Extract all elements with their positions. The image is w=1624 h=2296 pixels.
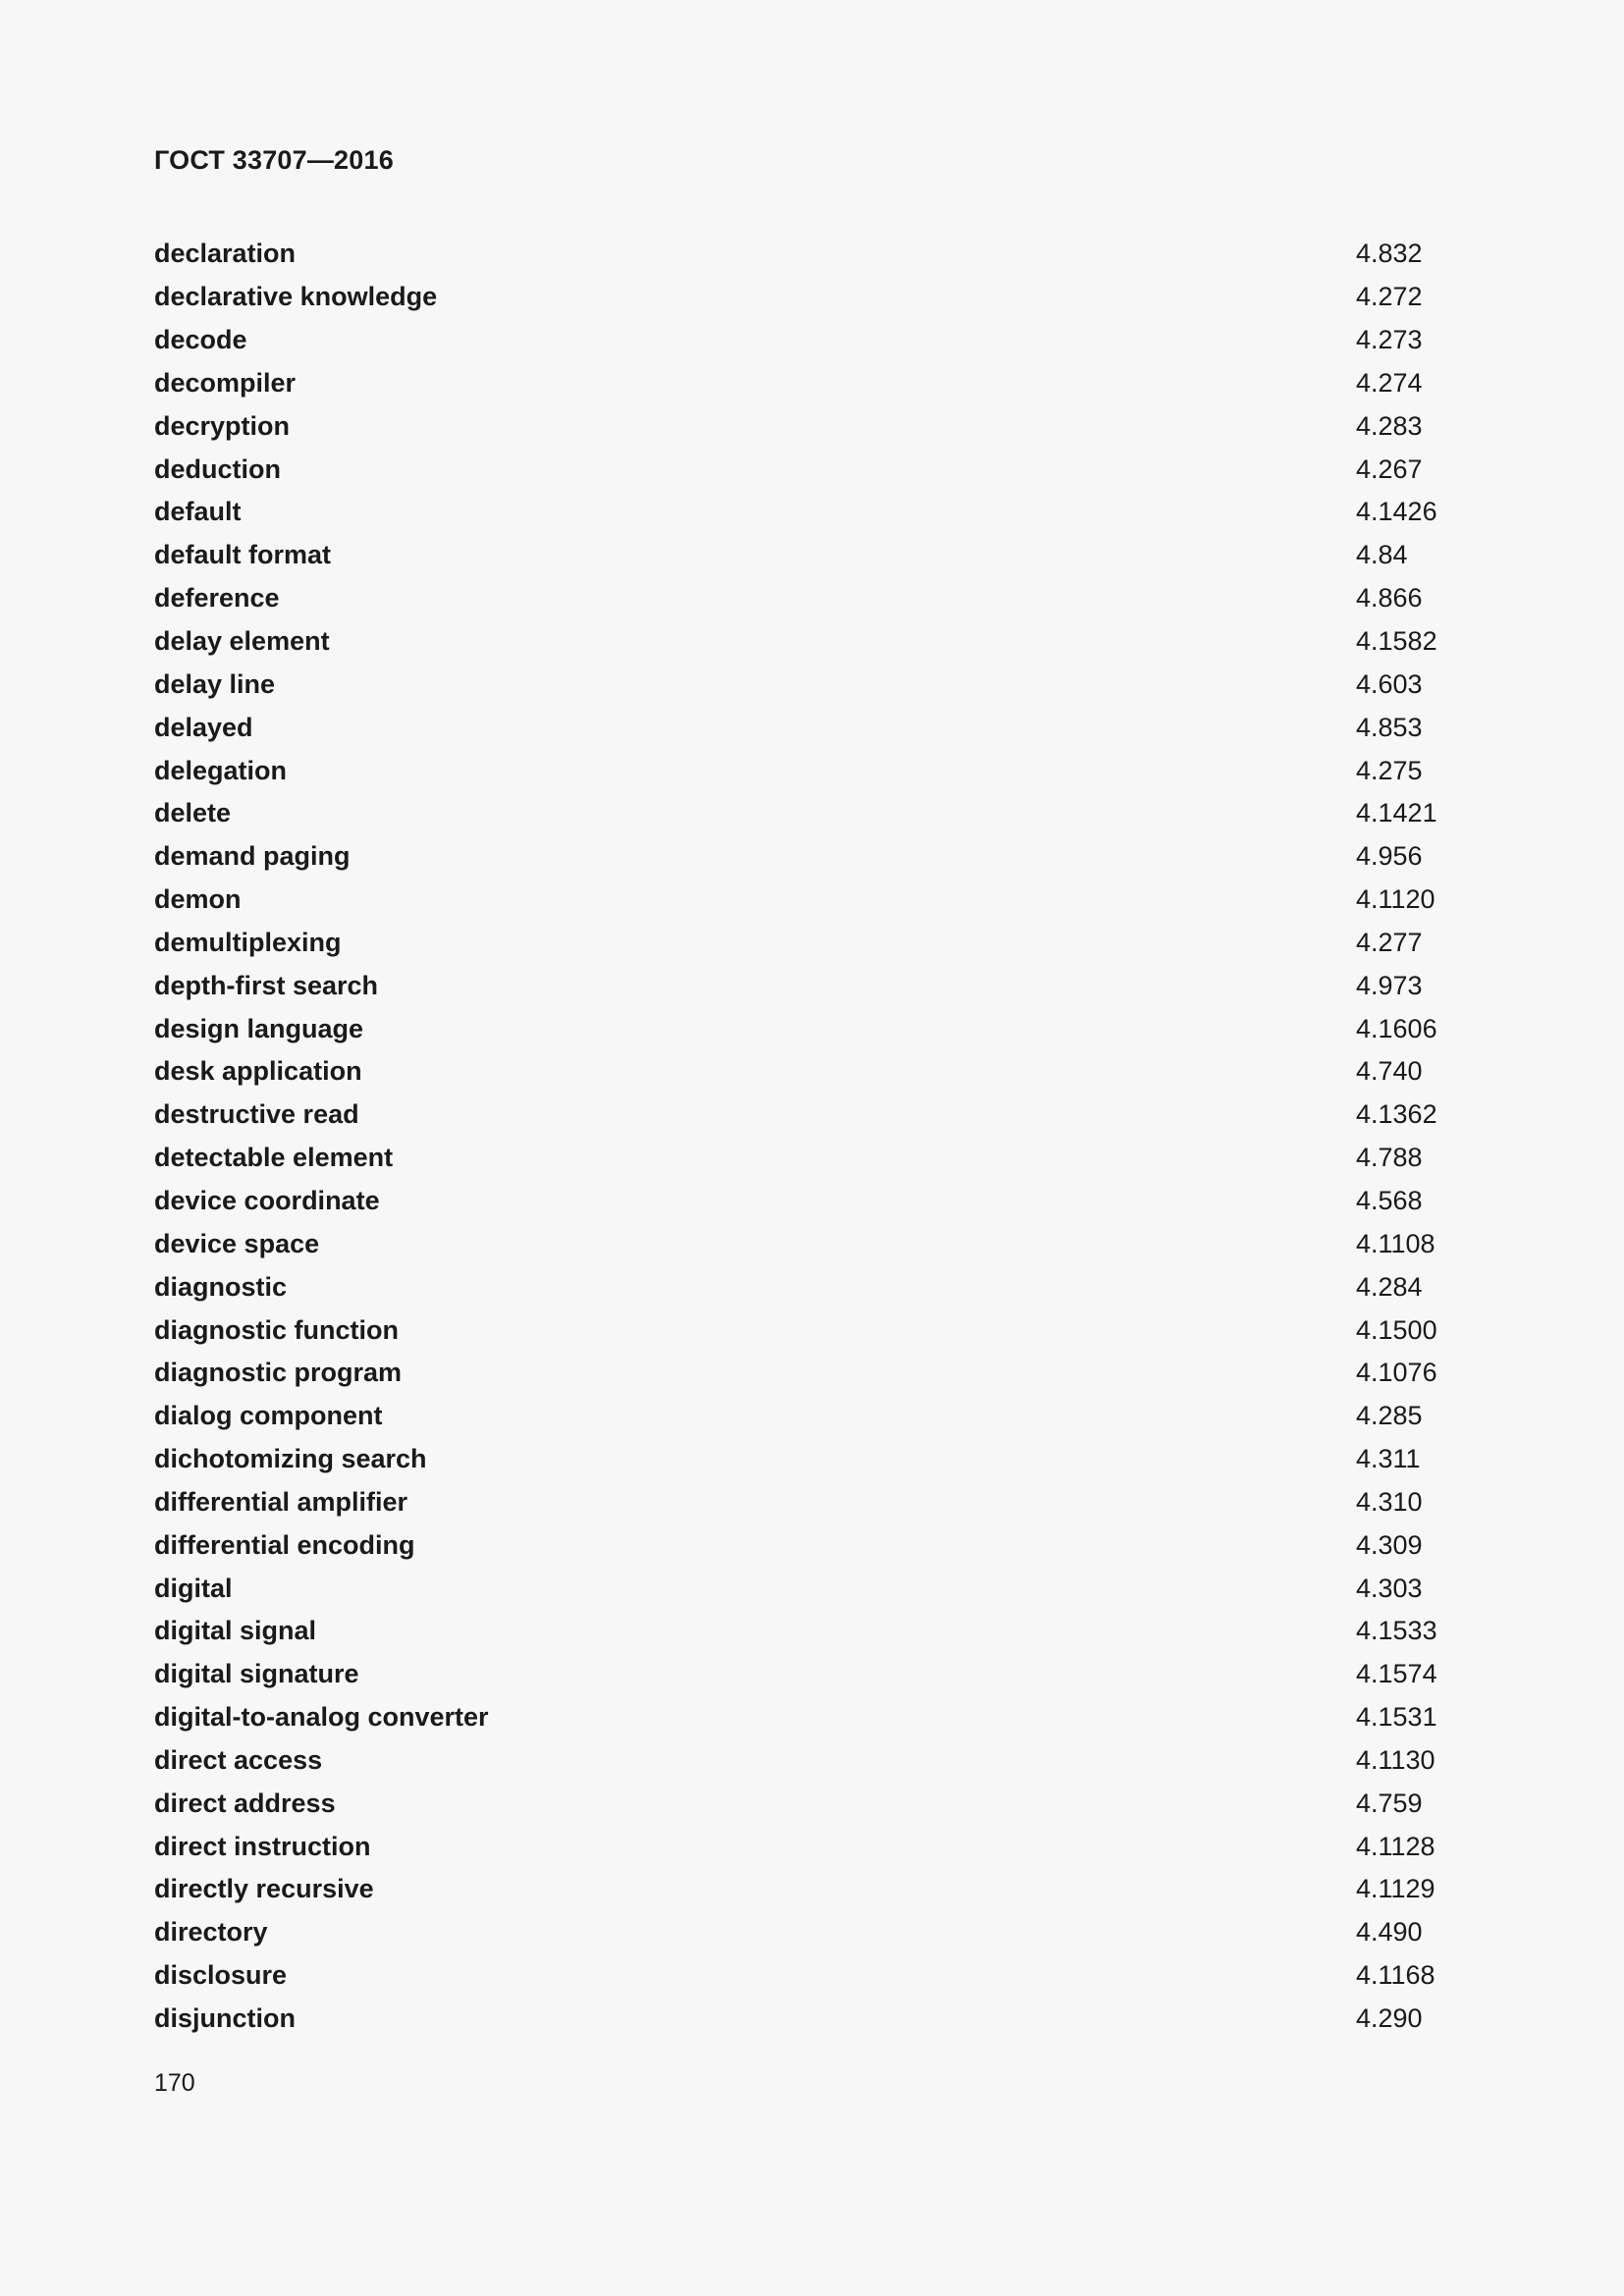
index-entry [154, 1954, 1470, 1998]
index-reference: 4.1582 [1356, 626, 1437, 657]
index-term: device space [154, 1228, 320, 1258]
index-entry [154, 922, 1470, 965]
index-entry [154, 964, 1470, 1007]
index-reference: 4.788 [1356, 1143, 1423, 1173]
index-reference: 4.832 [1356, 239, 1423, 269]
index-term: depth-first search [154, 970, 379, 1000]
index-term: decryption [154, 410, 291, 441]
index-reference: 4.1574 [1356, 1659, 1437, 1689]
index-term: diagnostic function [154, 1314, 399, 1345]
index-reference: 4.1108 [1356, 1228, 1435, 1258]
index-entry [154, 1567, 1470, 1610]
index-entry [154, 404, 1470, 448]
index-reference: 4.740 [1356, 1056, 1423, 1087]
index-reference: 4.283 [1356, 410, 1423, 441]
index-reference: 4.310 [1356, 1486, 1423, 1517]
index-entry [154, 1868, 1470, 1911]
index-term: default [154, 497, 242, 527]
index-entry [154, 1094, 1470, 1137]
index-reference: 4.303 [1356, 1573, 1423, 1603]
index-reference: 4.1168 [1356, 1960, 1435, 1991]
index-term: direct instruction [154, 1831, 371, 1861]
index-reference: 4.1421 [1356, 798, 1437, 828]
index-entry [154, 1007, 1470, 1050]
index-entry [154, 1825, 1470, 1868]
document-header: ГОСТ 33707—2016 [154, 145, 394, 175]
index-reference: 4.866 [1356, 583, 1423, 614]
index-reference: 4.1076 [1356, 1358, 1437, 1388]
index-entry [154, 491, 1470, 534]
index-reference: 4.853 [1356, 712, 1423, 742]
index-entry [154, 1265, 1470, 1308]
index-term: demand paging [154, 841, 351, 872]
index-term: diagnostic program [154, 1358, 403, 1388]
index-term: delay line [154, 668, 276, 699]
index-reference: 4.1426 [1356, 497, 1437, 527]
index-reference: 4.272 [1356, 282, 1423, 312]
index-term: demon [154, 884, 242, 915]
index-term: deduction [154, 454, 281, 484]
index-entry [154, 1911, 1470, 1954]
index-term: delete [154, 798, 232, 828]
index-entry [154, 1610, 1470, 1653]
index-term: digital-to-analog converter [154, 1702, 489, 1733]
index-term: differential encoding [154, 1529, 415, 1560]
index-entry [154, 1395, 1470, 1438]
index-term: design language [154, 1013, 364, 1043]
index-entry [154, 1998, 1470, 2041]
index-reference: 4.273 [1356, 325, 1423, 355]
index-list [154, 233, 1470, 2040]
index-reference: 4.284 [1356, 1271, 1423, 1302]
index-entry [154, 1480, 1470, 1523]
index-reference: 4.84 [1356, 540, 1408, 570]
index-term: destructive read [154, 1099, 359, 1130]
index-reference: 4.1120 [1356, 884, 1435, 915]
index-entry [154, 879, 1470, 922]
index-entry [154, 1438, 1470, 1481]
index-reference: 4.277 [1356, 927, 1423, 957]
index-term: decode [154, 325, 247, 355]
index-term: direct address [154, 1788, 336, 1818]
index-term: disjunction [154, 2003, 296, 2034]
index-term: declaration [154, 239, 297, 269]
index-entry [154, 1137, 1470, 1180]
index-entry [154, 1696, 1470, 1739]
index-entry [154, 1050, 1470, 1094]
index-entry [154, 706, 1470, 749]
index-reference: 4.1500 [1356, 1314, 1437, 1345]
index-reference: 4.290 [1356, 2003, 1423, 2034]
index-entry [154, 1308, 1470, 1352]
index-reference: 4.759 [1356, 1788, 1423, 1818]
index-term: detectable element [154, 1143, 394, 1173]
index-entry [154, 1782, 1470, 1825]
index-reference: 4.1606 [1356, 1013, 1437, 1043]
index-term: declarative knowledge [154, 282, 438, 312]
index-reference: 4.603 [1356, 668, 1423, 699]
index-term: dialog component [154, 1401, 383, 1431]
index-entry [154, 534, 1470, 577]
index-term: delegation [154, 755, 288, 785]
index-entry [154, 835, 1470, 879]
index-term: disclosure [154, 1960, 288, 1991]
index-entry [154, 276, 1470, 319]
index-reference: 4.1533 [1356, 1616, 1437, 1646]
index-entry [154, 1739, 1470, 1783]
index-entry [154, 1653, 1470, 1696]
index-reference: 4.1531 [1356, 1702, 1437, 1733]
index-term: differential amplifier [154, 1486, 408, 1517]
index-reference: 4.1362 [1356, 1099, 1437, 1130]
index-entry [154, 1180, 1470, 1223]
index-entry [154, 319, 1470, 362]
index-entry [154, 448, 1470, 491]
index-reference: 4.267 [1356, 454, 1423, 484]
index-entry [154, 362, 1470, 405]
index-term: demultiplexing [154, 927, 342, 957]
index-term: directly recursive [154, 1874, 374, 1904]
index-term: direct access [154, 1744, 323, 1775]
index-entry [154, 663, 1470, 706]
index-reference: 4.1129 [1356, 1874, 1435, 1904]
index-term: delay element [154, 626, 330, 657]
index-term: default format [154, 540, 332, 570]
index-term: diagnostic [154, 1271, 288, 1302]
index-entry [154, 792, 1470, 835]
index-reference: 4.1128 [1356, 1831, 1435, 1861]
index-reference: 4.973 [1356, 970, 1423, 1000]
index-entry [154, 620, 1470, 664]
page-number: 170 [154, 2069, 195, 2097]
index-term: directory [154, 1917, 268, 1948]
index-term: desk application [154, 1056, 362, 1087]
index-reference: 4.285 [1356, 1401, 1423, 1431]
index-reference: 4.490 [1356, 1917, 1423, 1948]
index-reference: 4.568 [1356, 1185, 1423, 1215]
index-term: decompiler [154, 367, 297, 398]
index-reference: 4.309 [1356, 1529, 1423, 1560]
index-entry [154, 749, 1470, 792]
index-entry [154, 1222, 1470, 1265]
index-reference: 4.311 [1356, 1444, 1421, 1474]
index-entry [154, 1523, 1470, 1567]
index-entry [154, 233, 1470, 276]
index-reference: 4.956 [1356, 841, 1423, 872]
index-entry [154, 1352, 1470, 1395]
index-term: digital signal [154, 1616, 317, 1646]
index-term: device coordinate [154, 1185, 380, 1215]
index-reference: 4.1130 [1356, 1744, 1435, 1775]
index-term: digital signature [154, 1659, 359, 1689]
index-term: digital [154, 1573, 233, 1603]
index-term: delayed [154, 712, 253, 742]
index-entry [154, 577, 1470, 620]
index-reference: 4.274 [1356, 367, 1423, 398]
index-reference: 4.275 [1356, 755, 1423, 785]
index-term: deference [154, 583, 280, 614]
index-term: dichotomizing search [154, 1444, 427, 1474]
